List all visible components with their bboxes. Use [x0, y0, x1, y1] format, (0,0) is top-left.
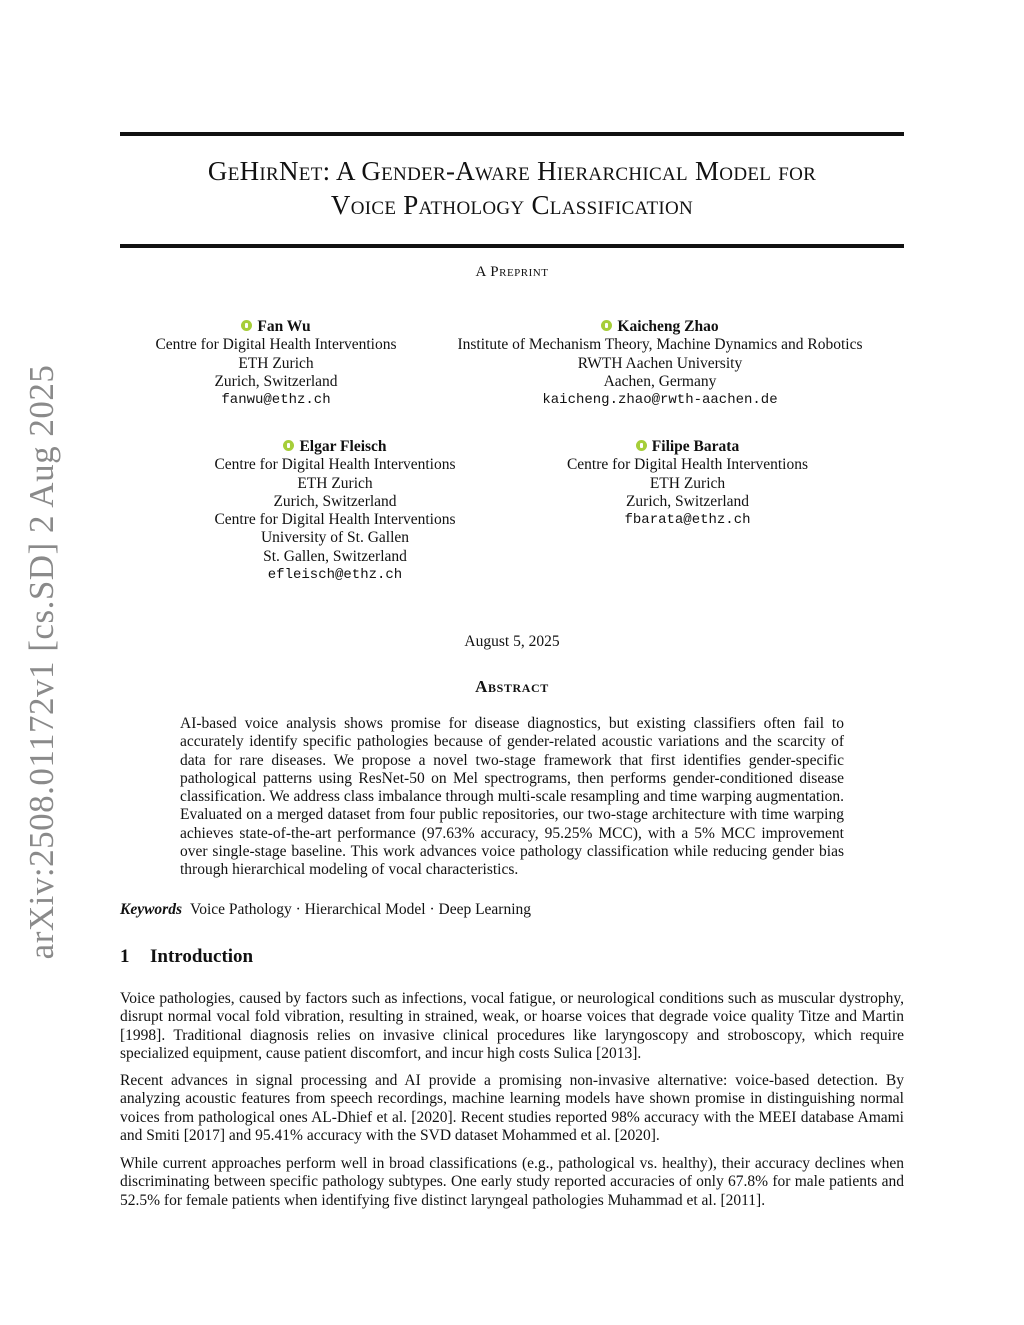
intro-paragraph-2: Recent advances in signal processing and AI provide a promising non-invasive alternative: voice-based detection. By analyzing acoustic features from speech recordings, machine learning models have shown promise in distinguishing normal voices from pathological ones AL-Dhief et al. [2020]. Recent studies reported 98% accuracy with the MEEI database Amami and Smiti [2017] and 95.41% accuracy with the SVD dataset Mohammed et al. [2020]. [120, 1072, 904, 1144]
intro-paragraph-1: Voice pathologies, caused by factors such as infections, vocal fatigue, or neurological conditions such as muscular dystrophy, disrupt normal vocal fold vibration, resulting in strained, weak, or hoarse voices that degrade voice quality Titze and Martin [1998]. Traditional diagnosis relies on invasive clinical procedures like laryngoscopy and stroboscopy, which require specialized equipment, cause patient discomfort, and incur high costs Sulica [2013]. [120, 990, 904, 1062]
author-block-kaicheng-zhao [440, 318, 880, 409]
section-heading-introduction [120, 946, 904, 968]
author-affiliation: Centre for Digital Health Interventions [155, 336, 397, 354]
title-rule-top [120, 132, 904, 136]
title-line-2: Voice Pathology Classification [330, 190, 694, 220]
abstract-heading: Abstract [475, 677, 549, 696]
author-affiliation: University of St. Gallen [260, 529, 410, 547]
keywords [120, 901, 904, 919]
author-name: Filipe Barata [555, 438, 820, 456]
author-affiliation: ETH Zurich [238, 354, 314, 372]
orcid-icon[interactable] [283, 440, 294, 451]
author-affiliation: ETH Zurich [649, 474, 726, 492]
author-affiliation: Aachen, Germany [603, 372, 717, 390]
publication-date: August 5, 2025 [464, 633, 560, 650]
author-email[interactable]: fanwu@ethz.ch [221, 392, 331, 409]
preprint-label: A Preprint [475, 264, 549, 280]
author-affiliation: Zurich, Switzerland [214, 372, 338, 390]
keywords-label: Keywords [120, 901, 182, 918]
orcid-icon[interactable] [636, 440, 647, 451]
paper-title [120, 154, 904, 222]
author-name: Fan Wu [145, 318, 407, 336]
abstract-text: AI-based voice analysis shows promise for disease diagnostics, but existing classifiers often fail to accurately identify specific pathologies because of gender-related acoustic variations and the scarcity of data for rare diseases. We propose a novel two-stage framework that first identifies gender-specific pathological patterns using ResNet-50 on Mel spectrograms, then performs gender-conditioned disease classification. We address class imbalance through multi-scale resampling and time warping augmentation. Evaluated on a merged dataset from four public repositories, our two-stage architecture with time warping achieves state-of-the-art performance (97.63% accuracy, 95.25% MCC), with a 5% MCC improvement over single-stage baseline. This work advances voice pathology classification while reducing gender bias through hierarchical modeling of vocal characteristics. [180, 715, 844, 879]
title-rule-bottom [120, 244, 904, 248]
author-name: Kaicheng Zhao [440, 318, 880, 336]
author-affiliation: St. Gallen, Switzerland [263, 547, 407, 565]
author-affiliation: Centre for Digital Health Interventions [214, 511, 456, 529]
title-line-1: GeHirNet: A Gender-Aware Hierarchical Model for [207, 156, 817, 186]
author-email[interactable]: efleisch@ethz.ch [267, 567, 403, 584]
author-affiliation: ETH Zurich [297, 474, 373, 492]
author-block-filipe-barata [555, 438, 820, 529]
author-block-elgar-fleisch [205, 438, 465, 584]
author-affiliation: Zurich, Switzerland [625, 492, 750, 510]
author-email[interactable]: fbarata@ethz.ch [624, 512, 751, 529]
author-affiliation: Institute of Mechanism Theory, Machine Dynamics and Robotics [457, 336, 863, 354]
orcid-icon[interactable] [601, 320, 612, 331]
keywords-text: Voice Pathology · Hierarchical Model · Deep Learning [190, 901, 532, 918]
arxiv-id: arXiv:2508.01172v1 [cs.SD] 2 Aug 2025 [22, 364, 61, 960]
section-title: Introduction [150, 946, 254, 967]
author-affiliation: Zurich, Switzerland [273, 492, 397, 510]
orcid-icon[interactable] [241, 320, 252, 331]
author-affiliation: Centre for Digital Health Interventions [566, 456, 809, 474]
section-number: 1 [120, 946, 130, 967]
author-name: Elgar Fleisch [205, 438, 465, 456]
author-affiliation: RWTH Aachen University [577, 354, 743, 372]
author-block-fan-wu [145, 318, 407, 409]
author-email[interactable]: kaicheng.zhao@rwth-aachen.de [542, 392, 778, 409]
author-affiliation: Centre for Digital Health Interventions [214, 456, 456, 474]
intro-paragraph-3: While current approaches perform well in broad classifications (e.g., pathological vs. healthy), their accuracy declines when discriminating between specific pathology subtypes. One early study reported accuracies of only 67.8% for male patients and 52.5% for female patients when identifying five distinct laryngeal pathologies Muhammad et al. [2011]. [120, 1155, 904, 1209]
